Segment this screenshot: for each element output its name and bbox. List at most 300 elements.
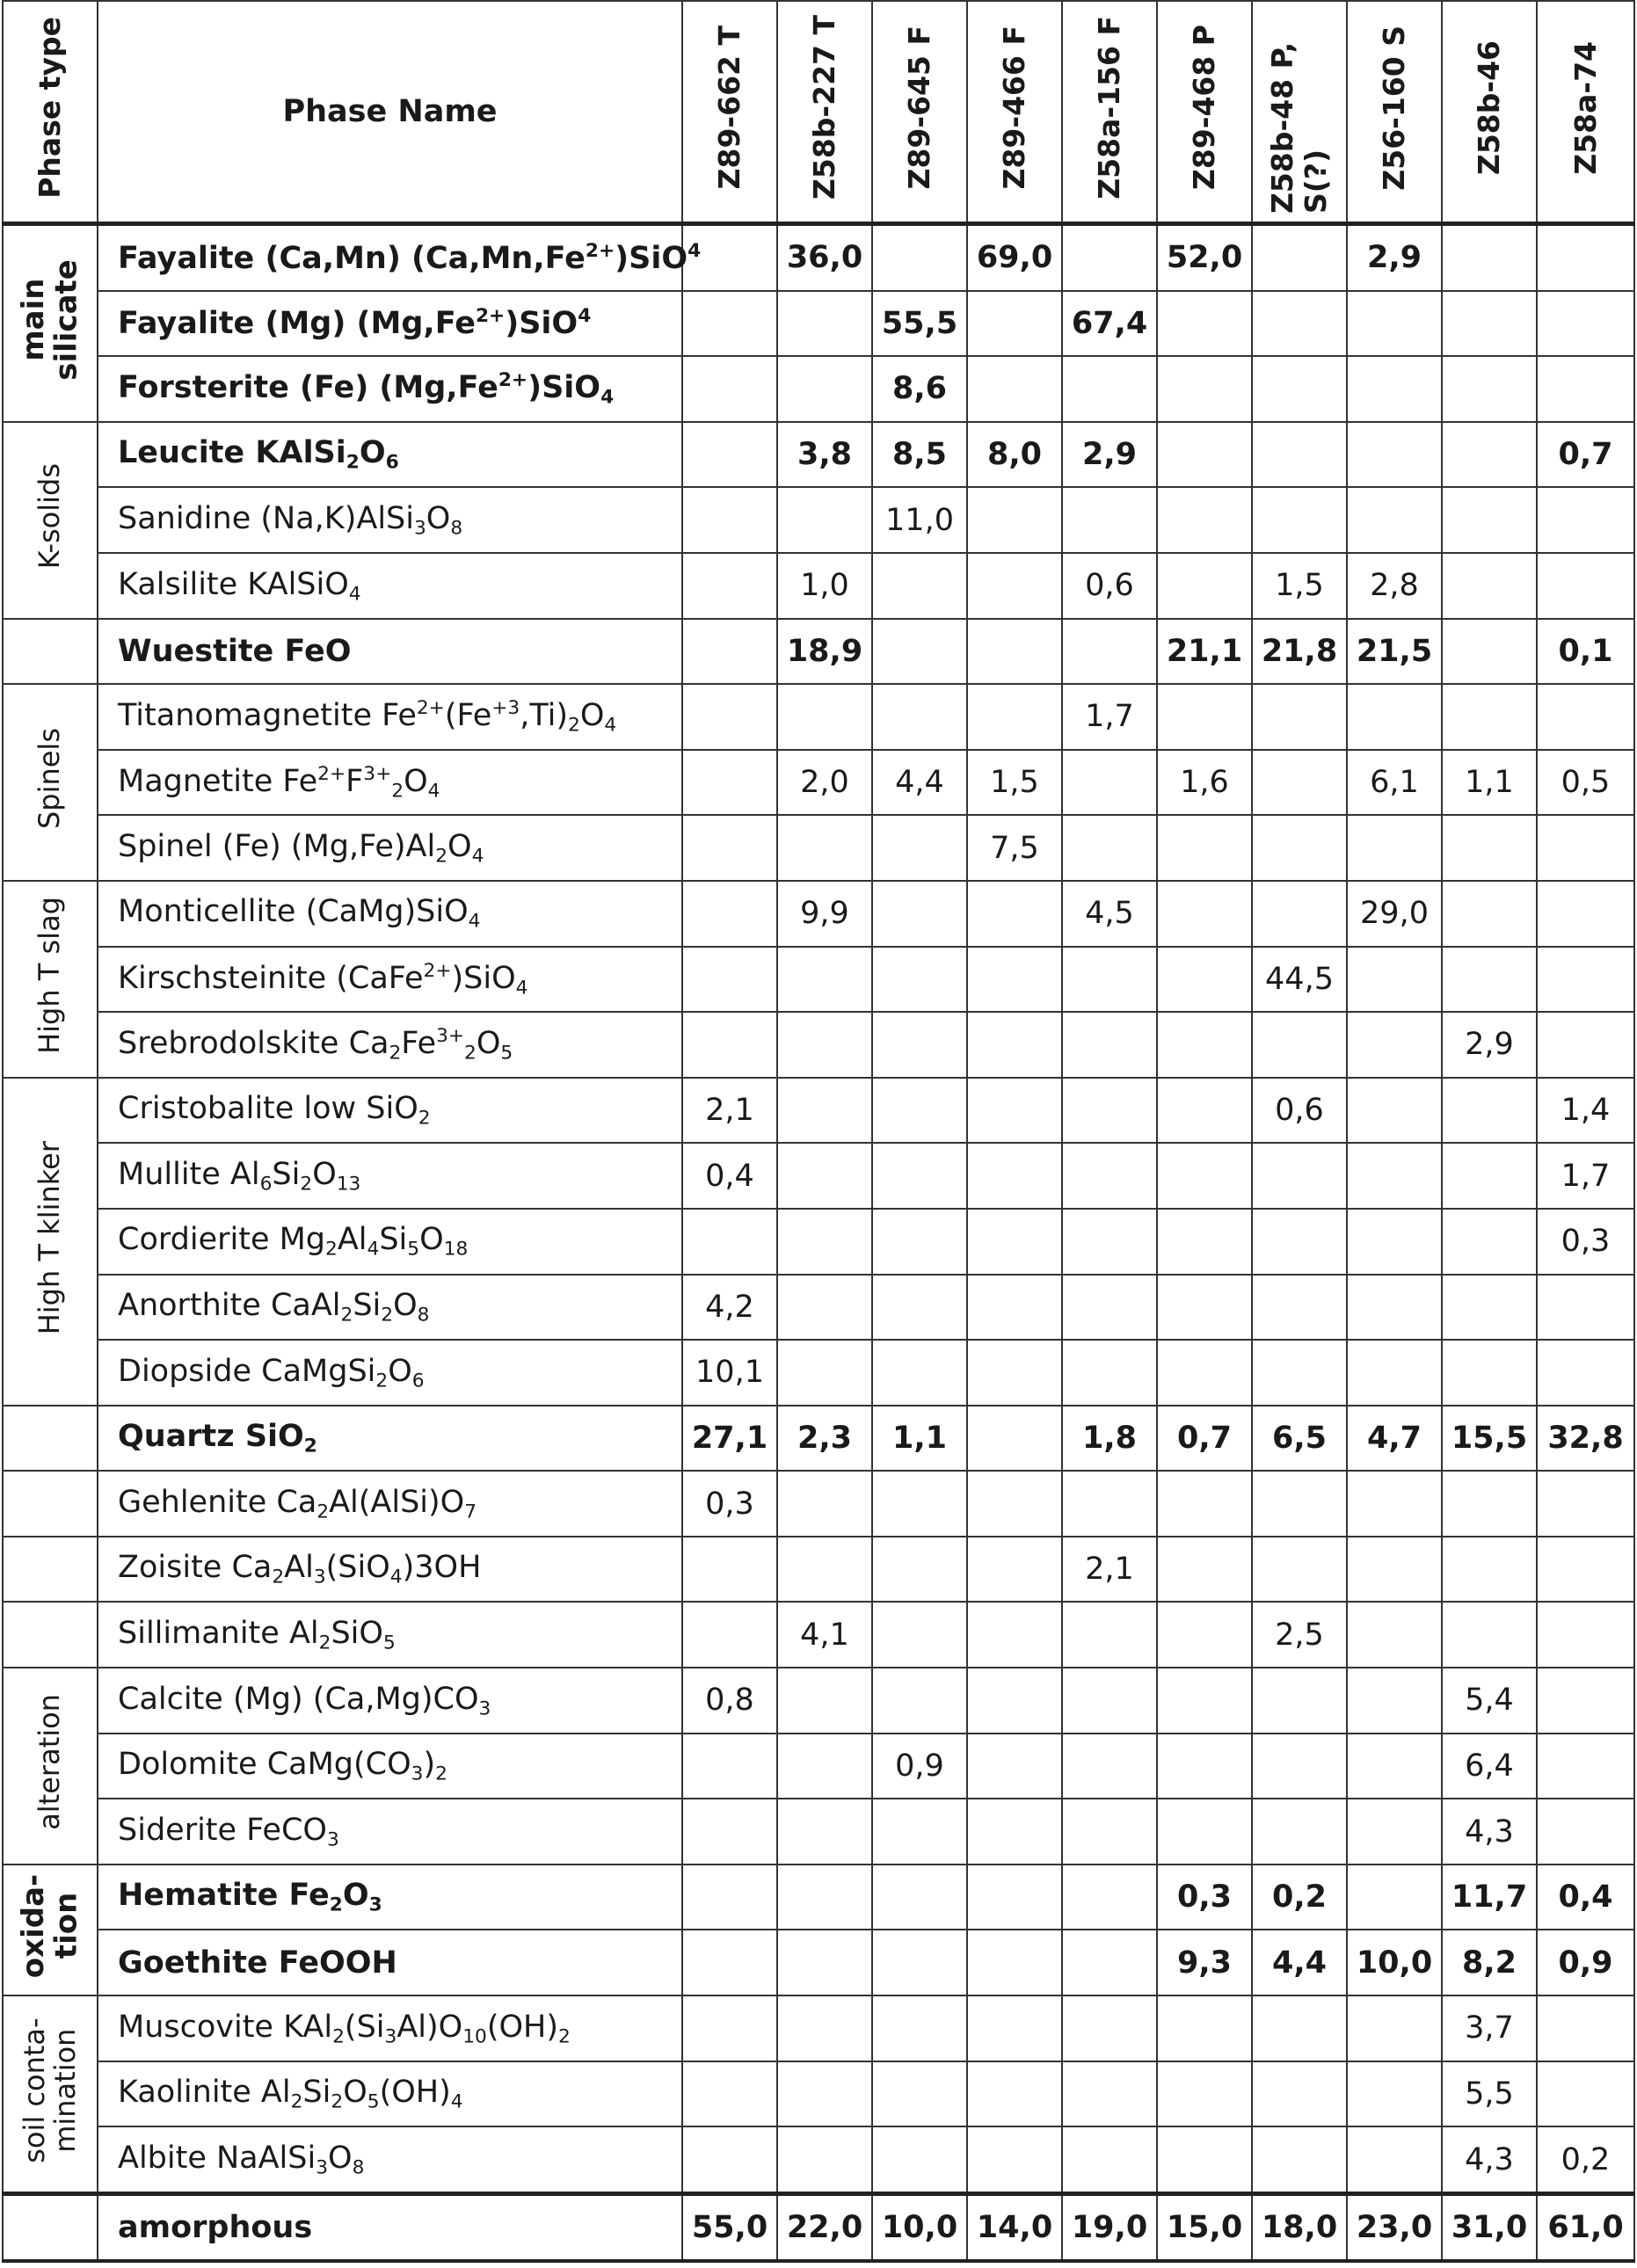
value-cell: 69,0	[967, 224, 1062, 291]
value-cell	[1537, 815, 1634, 881]
value-cell	[1442, 881, 1537, 947]
value-cell: 4,4	[872, 750, 967, 816]
phase-name-cell: Leucite $KAlSi_2O_6$	[98, 422, 682, 488]
value-cell	[872, 684, 967, 750]
value-cell	[777, 1995, 872, 2061]
value-cell	[777, 947, 872, 1013]
value-cell	[1442, 815, 1537, 881]
value-cell	[682, 356, 777, 422]
value-cell	[967, 1143, 1062, 1209]
value-cell	[1252, 815, 1347, 881]
group-label-k-solids: K-solids	[3, 422, 98, 619]
value-cell	[1252, 1471, 1347, 1537]
value-cell	[1157, 1340, 1252, 1406]
group-empty	[3, 1537, 98, 1603]
value-cell	[1347, 1275, 1442, 1341]
value-cell	[1347, 291, 1442, 357]
value-cell	[777, 291, 872, 357]
value-cell	[1157, 1012, 1252, 1078]
table-body	[3, 224, 1634, 2262]
value-cell: 1,5	[967, 750, 1062, 816]
phase-name-cell: Fayalite (Ca,Mn) $(Ca,Mn,Fe^{2+})SiO^4$	[98, 224, 682, 291]
value-cell	[1157, 947, 1252, 1013]
value-cell	[1442, 684, 1537, 750]
value-cell	[682, 1012, 777, 1078]
phase-name-cell: Monticellite (CaMg)SiO$_4$	[98, 881, 682, 947]
value-cell	[1252, 422, 1347, 488]
phase-name-cell: Albite $NaAlSi_3O_8$	[98, 2126, 682, 2193]
value-cell	[1442, 1537, 1537, 1603]
value-cell	[1157, 1275, 1252, 1341]
value-cell: 0,6	[1252, 1078, 1347, 1144]
value-cell	[1062, 947, 1157, 1013]
phase-name-cell: Goethite FeOOH	[98, 1930, 682, 1995]
value-cell	[1442, 1340, 1537, 1406]
value-cell	[777, 487, 872, 553]
value-cell: 1,7	[1062, 684, 1157, 750]
phase-name-cell: Cordierite $Mg_2Al_4Si_5O_{18}$	[98, 1209, 682, 1275]
phase-name-cell: Gehlenite $Ca_2Al(AlSi)O_7$	[98, 1471, 682, 1537]
value-cell	[1252, 881, 1347, 947]
value-cell	[777, 1865, 872, 1930]
value-cell	[1442, 291, 1537, 357]
value-cell: 4,5	[1062, 881, 1157, 947]
value-cell	[872, 1340, 967, 1406]
value-cell	[1442, 1209, 1537, 1275]
value-cell	[777, 1078, 872, 1144]
value-cell	[1252, 224, 1347, 291]
value-cell	[1157, 1209, 1252, 1275]
group-label-spinels: Spinels	[3, 684, 98, 881]
value-cell	[1442, 1143, 1537, 1209]
value-cell	[777, 1668, 872, 1734]
phase-name-cell: Fayalite (Mg) $(Mg,Fe^{2+})SiO^4$	[98, 291, 682, 357]
value-cell	[872, 1209, 967, 1275]
value-cell	[1537, 1602, 1634, 1668]
value-cell	[1347, 1209, 1442, 1275]
value-cell	[1062, 1865, 1157, 1930]
value-cell	[1347, 947, 1442, 1013]
table-row	[3, 1340, 1634, 1406]
value-cell	[1537, 1668, 1634, 1734]
table-row	[3, 1734, 1634, 1799]
value-cell: 29,0	[1347, 881, 1442, 947]
value-cell	[1157, 2061, 1252, 2127]
phase-name-cell: amorphous	[98, 2193, 682, 2261]
value-cell	[1442, 224, 1537, 291]
value-cell	[1537, 224, 1634, 291]
value-cell	[1157, 291, 1252, 357]
value-cell	[777, 1930, 872, 1995]
value-cell	[1062, 1209, 1157, 1275]
value-cell	[1157, 487, 1252, 553]
value-cell	[1537, 684, 1634, 750]
value-cell	[1442, 553, 1537, 619]
value-cell	[1157, 1799, 1252, 1865]
value-cell	[1442, 1078, 1537, 1144]
value-cell: 8,5	[872, 422, 967, 488]
value-cell	[682, 1209, 777, 1275]
value-cell	[1157, 1668, 1252, 1734]
value-cell	[1062, 356, 1157, 422]
value-cell	[1157, 881, 1252, 947]
phase-name-cell: Kaolinite $Al_2Si_2O_5(OH)_4$	[98, 2061, 682, 2127]
value-cell	[1252, 487, 1347, 553]
value-cell: 55,0	[682, 2193, 777, 2261]
value-cell: 4,7	[1347, 1406, 1442, 1472]
value-cell: 8,0	[967, 422, 1062, 488]
value-cell	[682, 487, 777, 553]
table-row	[3, 619, 1634, 685]
value-cell	[1537, 947, 1634, 1013]
value-cell	[1252, 1799, 1347, 1865]
value-cell	[1252, 1668, 1347, 1734]
value-cell	[1537, 1537, 1634, 1603]
value-cell	[967, 1012, 1062, 1078]
value-cell	[1252, 2061, 1347, 2127]
table-row	[3, 553, 1634, 619]
value-cell	[1062, 1143, 1157, 1209]
value-cell	[967, 553, 1062, 619]
value-cell	[967, 1865, 1062, 1930]
value-cell	[1537, 1340, 1634, 1406]
phase-name-cell: Forsterite (Fe) $(Mg,Fe^{2+})SiO_4$	[98, 356, 682, 422]
header-row	[3, 1, 1634, 224]
value-cell: 0,8	[682, 1668, 777, 1734]
value-cell	[1537, 881, 1634, 947]
group-label-high-t-slag: High T slag	[3, 881, 98, 1078]
value-cell	[967, 881, 1062, 947]
table-row	[3, 1930, 1634, 1995]
value-cell	[872, 1668, 967, 1734]
value-cell: 19,0	[1062, 2193, 1157, 2261]
value-cell: 14,0	[967, 2193, 1062, 2261]
value-cell: 1,7	[1537, 1143, 1634, 1209]
value-cell: 2,0	[777, 750, 872, 816]
value-cell	[1252, 1995, 1347, 2061]
value-cell	[777, 1275, 872, 1341]
value-cell	[1442, 487, 1537, 553]
group-empty	[3, 1602, 98, 1668]
value-cell: 15,5	[1442, 1406, 1537, 1472]
phase-name-cell: Hematite $Fe_2O_3$	[98, 1865, 682, 1930]
value-cell	[1537, 1799, 1634, 1865]
value-cell: 9,3	[1157, 1930, 1252, 1995]
value-cell: 2,1	[1062, 1537, 1157, 1603]
value-cell	[777, 1143, 872, 1209]
value-cell	[1347, 815, 1442, 881]
value-cell	[967, 1668, 1062, 1734]
value-cell	[1157, 2126, 1252, 2193]
table-row	[3, 487, 1634, 553]
value-cell	[777, 1734, 872, 1799]
value-cell	[1537, 2061, 1634, 2127]
value-cell	[1442, 356, 1537, 422]
value-cell: 2,5	[1252, 1602, 1347, 1668]
value-cell	[1442, 1602, 1537, 1668]
phase-name-cell: Calcite (Mg) $(Ca,Mg)CO_3$	[98, 1668, 682, 1734]
value-cell	[872, 1995, 967, 2061]
table-row	[3, 684, 1634, 750]
value-cell	[1252, 684, 1347, 750]
phase-name-cell: Wuestite FeO	[98, 619, 682, 685]
value-cell: 23,0	[1347, 2193, 1442, 2261]
phase-name-cell: Magnetite $Fe^{2+}F^{3+}_2O_4$	[98, 750, 682, 816]
value-cell: 1,0	[777, 553, 872, 619]
phase-name-cell: Spinel (Fe) $(Mg,Fe)Al_2O_4$	[98, 815, 682, 881]
value-cell	[1347, 1602, 1442, 1668]
value-cell	[1537, 356, 1634, 422]
sample-header: Z58a-156 F	[1062, 1, 1157, 224]
value-cell	[872, 1143, 967, 1209]
value-cell: 6,5	[1252, 1406, 1347, 1472]
value-cell: 0,9	[1537, 1930, 1634, 1995]
value-cell: 5,5	[1442, 2061, 1537, 2127]
value-cell	[1062, 1734, 1157, 1799]
value-cell	[1347, 1668, 1442, 1734]
value-cell	[1062, 619, 1157, 685]
table-row	[3, 2126, 1634, 2193]
value-cell: 55,5	[872, 291, 967, 357]
value-cell: 4,3	[1442, 1799, 1537, 1865]
phase-name-cell: Kalsilite KAlSiO$_4$	[98, 553, 682, 619]
sample-header: Z58a-74	[1537, 1, 1634, 224]
value-cell	[872, 2126, 967, 2193]
value-cell: 0,3	[1537, 1209, 1634, 1275]
table-row	[3, 1602, 1634, 1668]
value-cell	[1157, 1734, 1252, 1799]
table-row	[3, 881, 1634, 947]
value-cell	[1252, 2126, 1347, 2193]
value-cell: 0,5	[1537, 750, 1634, 816]
table-row	[3, 947, 1634, 1013]
table-row	[3, 1799, 1634, 1865]
phase-name-cell: Anorthite $CaAl_2Si_2O_8$	[98, 1275, 682, 1341]
value-cell	[1157, 1143, 1252, 1209]
value-cell	[967, 1406, 1062, 1472]
value-cell: 10,0	[872, 2193, 967, 2261]
value-cell	[967, 1799, 1062, 1865]
value-cell: 11,7	[1442, 1865, 1537, 1930]
value-cell	[1062, 1602, 1157, 1668]
value-cell	[1252, 1734, 1347, 1799]
value-cell	[1347, 2061, 1442, 2127]
value-cell	[1252, 1275, 1347, 1341]
value-cell	[682, 1865, 777, 1930]
value-cell	[1157, 1078, 1252, 1144]
value-cell	[967, 2126, 1062, 2193]
group-empty	[3, 1406, 98, 1472]
value-cell	[1347, 1471, 1442, 1537]
value-cell	[1062, 224, 1157, 291]
value-cell	[967, 1275, 1062, 1341]
value-cell: 1,1	[1442, 750, 1537, 816]
value-cell: 0,2	[1252, 1865, 1347, 1930]
table-row	[3, 1995, 1634, 2061]
value-cell	[872, 1078, 967, 1144]
value-cell	[872, 947, 967, 1013]
value-cell: 2,9	[1347, 224, 1442, 291]
value-cell: 6,1	[1347, 750, 1442, 816]
value-cell: 7,5	[967, 815, 1062, 881]
value-cell	[872, 553, 967, 619]
value-cell: 1,1	[872, 1406, 967, 1472]
value-cell: 2,3	[777, 1406, 872, 1472]
value-cell: 52,0	[1157, 224, 1252, 291]
value-cell	[777, 815, 872, 881]
table-row	[3, 1668, 1634, 1734]
table-row	[3, 356, 1634, 422]
value-cell: 61,0	[1537, 2193, 1634, 2261]
value-cell	[967, 487, 1062, 553]
value-cell: 0,3	[1157, 1865, 1252, 1930]
value-cell	[1252, 1537, 1347, 1603]
value-cell	[1442, 1471, 1537, 1537]
phase-name-cell: Zoisite $Ca_2Al_3(SiO_4)3OH$	[98, 1537, 682, 1603]
value-cell: 18,0	[1252, 2193, 1347, 2261]
value-cell	[1252, 356, 1347, 422]
value-cell: 18,9	[777, 619, 872, 685]
value-cell	[1062, 1930, 1157, 1995]
value-cell	[1537, 1275, 1634, 1341]
sample-header: Z89-662 T	[682, 1, 777, 224]
value-cell	[1062, 750, 1157, 816]
value-cell	[682, 422, 777, 488]
value-cell	[1537, 487, 1634, 553]
value-cell	[682, 2061, 777, 2127]
value-cell	[1537, 1471, 1634, 1537]
value-cell	[967, 1537, 1062, 1603]
value-cell: 11,0	[872, 487, 967, 553]
value-cell: 6,4	[1442, 1734, 1537, 1799]
group-empty	[3, 1471, 98, 1537]
value-cell	[1347, 1865, 1442, 1930]
value-cell	[777, 684, 872, 750]
sample-header: Z89-468 P	[1157, 1, 1252, 224]
group-label-oxidation: oxida- tion	[3, 1865, 98, 1995]
table-row	[3, 422, 1634, 488]
value-cell	[1062, 2126, 1157, 2193]
value-cell	[967, 1930, 1062, 1995]
value-cell	[777, 1799, 872, 1865]
value-cell	[682, 1537, 777, 1603]
value-cell	[1062, 1668, 1157, 1734]
value-cell	[777, 2126, 872, 2193]
value-cell	[1347, 1340, 1442, 1406]
value-cell	[682, 553, 777, 619]
value-cell	[1062, 1340, 1157, 1406]
phase-name-cell: Sillimanite $Al_2SiO_5$	[98, 1602, 682, 1668]
value-cell	[872, 1799, 967, 1865]
value-cell: 67,4	[1062, 291, 1157, 357]
value-cell	[1157, 1995, 1252, 2061]
value-cell	[872, 2061, 967, 2127]
value-cell	[1252, 1143, 1347, 1209]
value-cell	[967, 947, 1062, 1013]
value-cell	[1062, 487, 1157, 553]
sample-header: Z89-645 F	[872, 1, 967, 224]
value-cell: 10,0	[1347, 1930, 1442, 1995]
value-cell: 0,1	[1537, 619, 1634, 685]
value-cell	[872, 881, 967, 947]
value-cell	[1252, 1012, 1347, 1078]
value-cell	[967, 684, 1062, 750]
value-cell: 9,9	[777, 881, 872, 947]
value-cell	[777, 1471, 872, 1537]
value-cell	[872, 224, 967, 291]
value-cell	[872, 1471, 967, 1537]
value-cell	[1062, 2061, 1157, 2127]
value-cell: 3,7	[1442, 1995, 1537, 2061]
table-row	[3, 1537, 1634, 1603]
value-cell	[682, 815, 777, 881]
value-cell: 0,7	[1537, 422, 1634, 488]
value-cell	[872, 1865, 967, 1930]
value-cell	[682, 1602, 777, 1668]
value-cell	[682, 1799, 777, 1865]
value-cell	[1157, 553, 1252, 619]
value-cell	[1347, 487, 1442, 553]
value-cell	[967, 619, 1062, 685]
value-cell	[777, 1209, 872, 1275]
value-cell	[682, 684, 777, 750]
value-cell	[1062, 1275, 1157, 1341]
value-cell	[682, 1734, 777, 1799]
table-row	[3, 2193, 1634, 2261]
table-row	[3, 1471, 1634, 1537]
table-row	[3, 1143, 1634, 1209]
value-cell	[777, 2061, 872, 2127]
value-cell	[872, 1275, 967, 1341]
value-cell	[1157, 684, 1252, 750]
value-cell	[1062, 1078, 1157, 1144]
value-cell	[1062, 1012, 1157, 1078]
value-cell: 0,3	[682, 1471, 777, 1537]
sample-header: Z89-466 F	[967, 1, 1062, 224]
value-cell	[1347, 1799, 1442, 1865]
value-cell	[967, 1078, 1062, 1144]
value-cell	[1347, 1734, 1442, 1799]
value-cell: 8,6	[872, 356, 967, 422]
value-cell	[967, 291, 1062, 357]
value-cell	[1537, 1734, 1634, 1799]
value-cell	[1157, 1471, 1252, 1537]
phase-name-cell: Kirschsteinite (CaFe$^{2+}$)SiO$_4$	[98, 947, 682, 1013]
value-cell: 31,0	[1442, 2193, 1537, 2261]
value-cell	[967, 1734, 1062, 1799]
table-row	[3, 815, 1634, 881]
value-cell	[967, 1340, 1062, 1406]
value-cell: 21,1	[1157, 619, 1252, 685]
value-cell	[1347, 1012, 1442, 1078]
group-empty	[3, 2193, 98, 2261]
value-cell	[872, 1537, 967, 1603]
value-cell: 2,9	[1442, 1012, 1537, 1078]
value-cell	[967, 1995, 1062, 2061]
table-row	[3, 224, 1634, 291]
value-cell: 21,5	[1347, 619, 1442, 685]
value-cell: 2,1	[682, 1078, 777, 1144]
value-cell: 5,4	[1442, 1668, 1537, 1734]
value-cell	[967, 1602, 1062, 1668]
value-cell: 10,1	[682, 1340, 777, 1406]
value-cell	[1347, 1143, 1442, 1209]
phase-name-cell: Quartz SiO$_2$	[98, 1406, 682, 1472]
value-cell	[682, 881, 777, 947]
value-cell	[1062, 1471, 1157, 1537]
value-cell: 4,4	[1252, 1930, 1347, 1995]
value-cell	[1157, 1537, 1252, 1603]
